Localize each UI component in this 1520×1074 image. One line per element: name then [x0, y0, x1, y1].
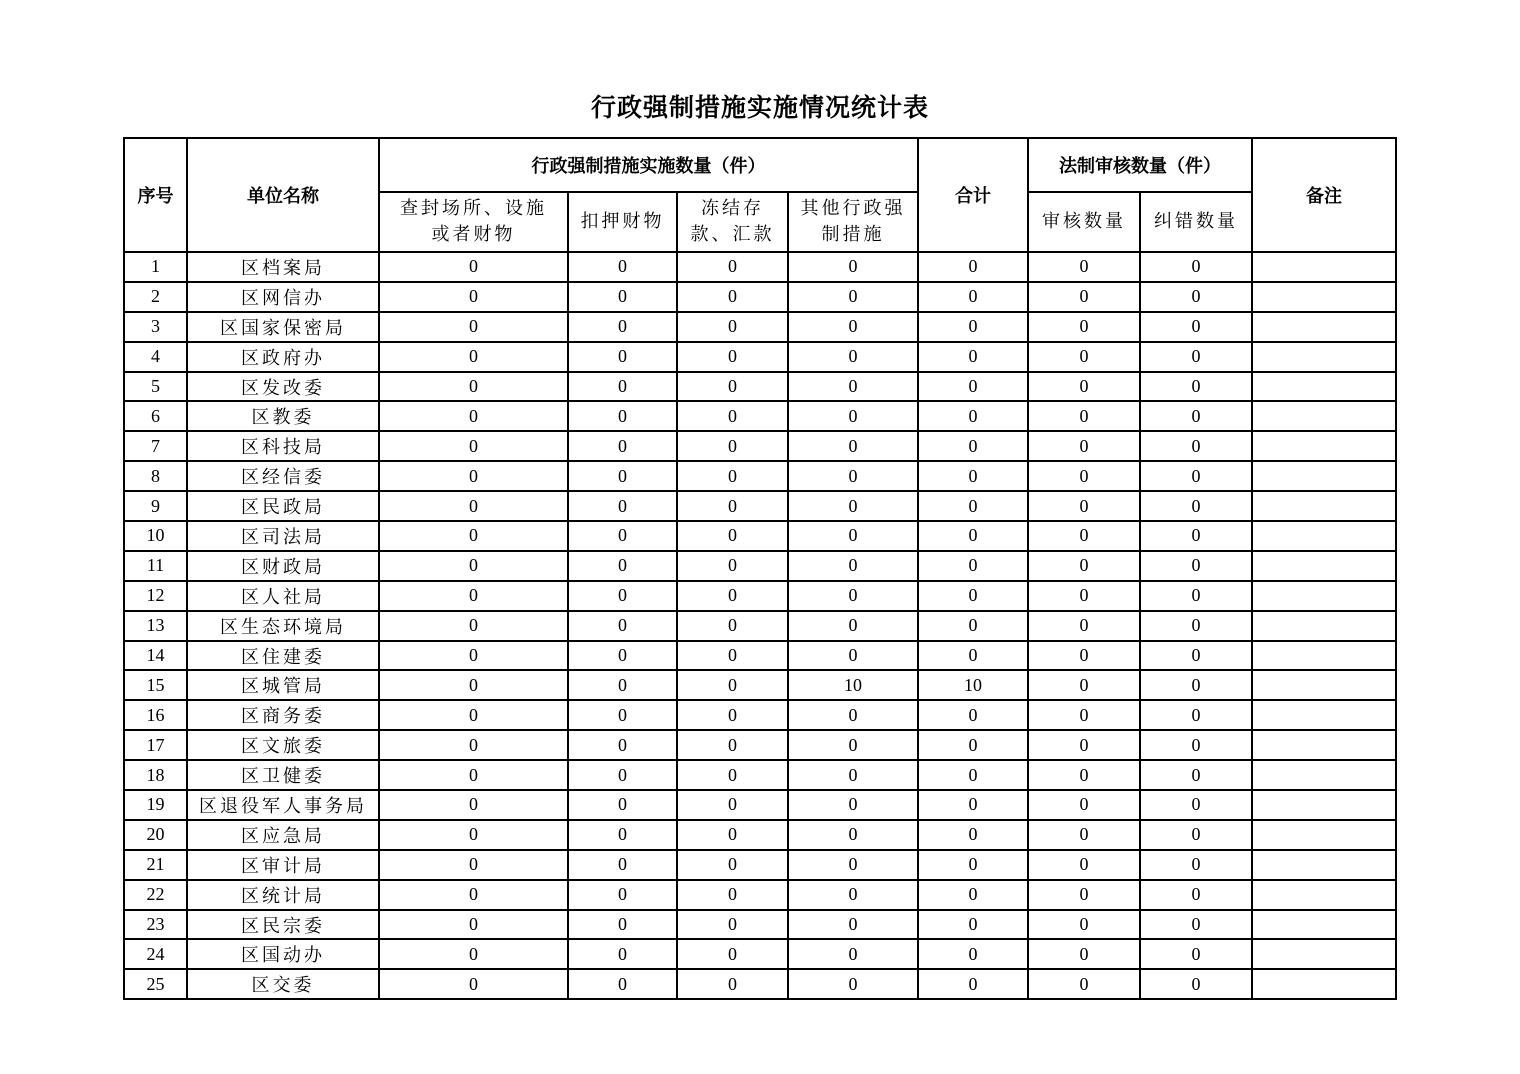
cell-freeze-deposits: 0 [677, 431, 788, 461]
table-row [124, 939, 1396, 969]
cell-review-count: 0 [1028, 252, 1140, 282]
cell-seize-property: 0 [568, 700, 677, 730]
cell-seq: 2 [124, 282, 187, 312]
cell-other-measures: 0 [788, 342, 918, 372]
cell-total: 0 [918, 312, 1028, 342]
cell-correction-count: 0 [1140, 282, 1252, 312]
table-row [124, 252, 1396, 282]
cell-freeze-deposits: 0 [677, 700, 788, 730]
cell-seq: 10 [124, 521, 187, 551]
cell-seal-property: 0 [379, 401, 568, 431]
table-row [124, 969, 1396, 999]
cell-other-measures: 0 [788, 641, 918, 671]
cell-total: 0 [918, 491, 1028, 521]
cell-seize-property: 0 [568, 880, 677, 910]
cell-freeze-deposits: 0 [677, 641, 788, 671]
cell-other-measures: 0 [788, 611, 918, 641]
cell-freeze-deposits: 0 [677, 312, 788, 342]
cell-remark [1252, 611, 1396, 641]
header-freeze-deposits: 冻结存款、汇款 [677, 192, 788, 252]
cell-seal-property: 0 [379, 342, 568, 372]
cell-unit-name: 区科技局 [187, 431, 379, 461]
cell-remark [1252, 252, 1396, 282]
table-row [124, 342, 1396, 372]
cell-unit-name: 区审计局 [187, 850, 379, 880]
cell-seize-property: 0 [568, 252, 677, 282]
cell-seal-property: 0 [379, 581, 568, 611]
cell-review-count: 0 [1028, 282, 1140, 312]
table-row [124, 611, 1396, 641]
cell-seq: 16 [124, 700, 187, 730]
cell-other-measures: 0 [788, 700, 918, 730]
cell-total: 0 [918, 969, 1028, 999]
table-row [124, 820, 1396, 850]
cell-freeze-deposits: 0 [677, 581, 788, 611]
cell-seq: 6 [124, 401, 187, 431]
cell-unit-name: 区政府办 [187, 342, 379, 372]
cell-seize-property: 0 [568, 611, 677, 641]
cell-other-measures: 0 [788, 790, 918, 820]
cell-remark [1252, 820, 1396, 850]
cell-seal-property: 0 [379, 282, 568, 312]
cell-seq: 14 [124, 641, 187, 671]
cell-seal-property: 0 [379, 431, 568, 461]
cell-other-measures: 0 [788, 910, 918, 940]
cell-remark [1252, 910, 1396, 940]
cell-freeze-deposits: 0 [677, 282, 788, 312]
cell-seq: 23 [124, 910, 187, 940]
cell-seq: 13 [124, 611, 187, 641]
cell-freeze-deposits: 0 [677, 760, 788, 790]
table-row [124, 760, 1396, 790]
cell-total: 0 [918, 730, 1028, 760]
cell-unit-name: 区生态环境局 [187, 611, 379, 641]
cell-seize-property: 0 [568, 372, 677, 402]
cell-seal-property: 0 [379, 461, 568, 491]
cell-total: 0 [918, 581, 1028, 611]
cell-review-count: 0 [1028, 521, 1140, 551]
cell-remark [1252, 401, 1396, 431]
cell-freeze-deposits: 0 [677, 551, 788, 581]
cell-total: 0 [918, 880, 1028, 910]
cell-remark [1252, 880, 1396, 910]
cell-remark [1252, 969, 1396, 999]
cell-review-count: 0 [1028, 641, 1140, 671]
cell-freeze-deposits: 0 [677, 880, 788, 910]
cell-review-count: 0 [1028, 790, 1140, 820]
cell-remark [1252, 670, 1396, 700]
cell-freeze-deposits: 0 [677, 730, 788, 760]
table-row [124, 491, 1396, 521]
cell-review-count: 0 [1028, 880, 1140, 910]
cell-seal-property: 0 [379, 700, 568, 730]
cell-seq: 8 [124, 461, 187, 491]
cell-seize-property: 0 [568, 910, 677, 940]
cell-remark [1252, 641, 1396, 671]
cell-correction-count: 0 [1140, 342, 1252, 372]
cell-seize-property: 0 [568, 641, 677, 671]
cell-seal-property: 0 [379, 880, 568, 910]
cell-other-measures: 0 [788, 372, 918, 402]
cell-seize-property: 0 [568, 730, 677, 760]
cell-review-count: 0 [1028, 551, 1140, 581]
cell-total: 0 [918, 820, 1028, 850]
cell-unit-name: 区卫健委 [187, 760, 379, 790]
table-row [124, 401, 1396, 431]
cell-remark [1252, 461, 1396, 491]
cell-review-count: 0 [1028, 910, 1140, 940]
cell-unit-name: 区统计局 [187, 880, 379, 910]
table-body [124, 252, 1396, 999]
page-title: 行政强制措施实施情况统计表 [590, 93, 929, 122]
cell-remark [1252, 431, 1396, 461]
cell-remark [1252, 730, 1396, 760]
cell-review-count: 0 [1028, 581, 1140, 611]
header-review-count: 审核数量 [1028, 192, 1140, 252]
cell-unit-name: 区商务委 [187, 700, 379, 730]
cell-correction-count: 0 [1140, 969, 1252, 999]
cell-freeze-deposits: 0 [677, 790, 788, 820]
cell-other-measures: 0 [788, 969, 918, 999]
cell-unit-name: 区档案局 [187, 252, 379, 282]
cell-freeze-deposits: 0 [677, 969, 788, 999]
cell-unit-name: 区国家保密局 [187, 312, 379, 342]
cell-unit-name: 区财政局 [187, 551, 379, 581]
cell-seize-property: 0 [568, 312, 677, 342]
cell-seal-property: 0 [379, 790, 568, 820]
cell-remark [1252, 790, 1396, 820]
table-row [124, 670, 1396, 700]
cell-unit-name: 区交委 [187, 969, 379, 999]
table-row [124, 431, 1396, 461]
cell-total: 0 [918, 939, 1028, 969]
cell-seize-property: 0 [568, 581, 677, 611]
cell-freeze-deposits: 0 [677, 372, 788, 402]
cell-unit-name: 区民宗委 [187, 910, 379, 940]
cell-seq: 15 [124, 670, 187, 700]
table-row [124, 730, 1396, 760]
cell-remark [1252, 282, 1396, 312]
cell-correction-count: 0 [1140, 730, 1252, 760]
cell-total: 0 [918, 431, 1028, 461]
cell-other-measures: 0 [788, 401, 918, 431]
cell-other-measures: 0 [788, 939, 918, 969]
table-row [124, 461, 1396, 491]
cell-review-count: 0 [1028, 491, 1140, 521]
cell-remark [1252, 491, 1396, 521]
cell-unit-name: 区国动办 [187, 939, 379, 969]
cell-remark [1252, 551, 1396, 581]
cell-seq: 21 [124, 850, 187, 880]
cell-correction-count: 0 [1140, 850, 1252, 880]
header-other-measures: 其他行政强制措施 [788, 192, 918, 252]
cell-correction-count: 0 [1140, 461, 1252, 491]
table-row [124, 910, 1396, 940]
cell-unit-name: 区人社局 [187, 581, 379, 611]
cell-freeze-deposits: 0 [677, 850, 788, 880]
cell-remark [1252, 581, 1396, 611]
table-row [124, 312, 1396, 342]
cell-remark [1252, 939, 1396, 969]
table-row [124, 372, 1396, 402]
cell-total: 0 [918, 401, 1028, 431]
cell-seize-property: 0 [568, 342, 677, 372]
cell-correction-count: 0 [1140, 491, 1252, 521]
cell-seize-property: 0 [568, 461, 677, 491]
cell-unit-name: 区城管局 [187, 670, 379, 700]
cell-other-measures: 0 [788, 551, 918, 581]
cell-other-measures: 0 [788, 581, 918, 611]
table-row [124, 641, 1396, 671]
cell-correction-count: 0 [1140, 372, 1252, 402]
cell-total: 0 [918, 700, 1028, 730]
cell-unit-name: 区网信办 [187, 282, 379, 312]
cell-freeze-deposits: 0 [677, 491, 788, 521]
cell-seal-property: 0 [379, 760, 568, 790]
cell-remark [1252, 312, 1396, 342]
cell-review-count: 0 [1028, 401, 1140, 431]
cell-total: 0 [918, 282, 1028, 312]
cell-seal-property: 0 [379, 312, 568, 342]
cell-correction-count: 0 [1140, 521, 1252, 551]
cell-seize-property: 0 [568, 939, 677, 969]
cell-remark [1252, 700, 1396, 730]
cell-seq: 18 [124, 760, 187, 790]
cell-other-measures: 0 [788, 252, 918, 282]
cell-review-count: 0 [1028, 312, 1140, 342]
cell-correction-count: 0 [1140, 611, 1252, 641]
cell-total: 0 [918, 790, 1028, 820]
cell-correction-count: 0 [1140, 700, 1252, 730]
cell-correction-count: 0 [1140, 820, 1252, 850]
cell-review-count: 0 [1028, 969, 1140, 999]
cell-seal-property: 0 [379, 372, 568, 402]
cell-seal-property: 0 [379, 611, 568, 641]
cell-seq: 9 [124, 491, 187, 521]
cell-total: 0 [918, 850, 1028, 880]
cell-other-measures: 0 [788, 521, 918, 551]
cell-review-count: 0 [1028, 461, 1140, 491]
cell-other-measures: 0 [788, 760, 918, 790]
cell-review-count: 0 [1028, 939, 1140, 969]
table-row [124, 282, 1396, 312]
cell-correction-count: 0 [1140, 910, 1252, 940]
cell-seq: 17 [124, 730, 187, 760]
table-row [124, 551, 1396, 581]
cell-seq: 3 [124, 312, 187, 342]
cell-other-measures: 0 [788, 850, 918, 880]
cell-correction-count: 0 [1140, 312, 1252, 342]
cell-total: 0 [918, 372, 1028, 402]
cell-correction-count: 0 [1140, 401, 1252, 431]
cell-correction-count: 0 [1140, 670, 1252, 700]
table-row [124, 521, 1396, 551]
cell-total: 0 [918, 252, 1028, 282]
cell-seize-property: 0 [568, 790, 677, 820]
cell-unit-name: 区退役军人事务局 [187, 790, 379, 820]
cell-other-measures: 0 [788, 461, 918, 491]
cell-unit-name: 区应急局 [187, 820, 379, 850]
cell-review-count: 0 [1028, 611, 1140, 641]
header-measures-group: 行政强制措施实施数量（件） [379, 138, 918, 192]
cell-review-count: 0 [1028, 820, 1140, 850]
cell-correction-count: 0 [1140, 641, 1252, 671]
cell-seize-property: 0 [568, 969, 677, 999]
cell-correction-count: 0 [1140, 790, 1252, 820]
cell-correction-count: 0 [1140, 939, 1252, 969]
cell-freeze-deposits: 0 [677, 401, 788, 431]
cell-correction-count: 0 [1140, 581, 1252, 611]
cell-seal-property: 0 [379, 850, 568, 880]
cell-total: 0 [918, 641, 1028, 671]
cell-correction-count: 0 [1140, 252, 1252, 282]
header-row-1 [124, 138, 1396, 192]
table-row [124, 700, 1396, 730]
cell-unit-name: 区住建委 [187, 641, 379, 671]
cell-unit-name: 区教委 [187, 401, 379, 431]
cell-correction-count: 0 [1140, 760, 1252, 790]
table-row [124, 790, 1396, 820]
header-unit-name: 单位名称 [187, 138, 379, 252]
cell-seal-property: 0 [379, 820, 568, 850]
cell-unit-name: 区民政局 [187, 491, 379, 521]
table-row [124, 850, 1396, 880]
cell-other-measures: 0 [788, 491, 918, 521]
cell-review-count: 0 [1028, 700, 1140, 730]
header-seal-property: 查封场所、设施或者财物 [379, 192, 568, 252]
cell-total: 0 [918, 551, 1028, 581]
cell-seize-property: 0 [568, 521, 677, 551]
cell-seize-property: 0 [568, 850, 677, 880]
cell-seal-property: 0 [379, 491, 568, 521]
cell-seq: 4 [124, 342, 187, 372]
table-row [124, 581, 1396, 611]
cell-freeze-deposits: 0 [677, 670, 788, 700]
cell-seq: 1 [124, 252, 187, 282]
cell-freeze-deposits: 0 [677, 939, 788, 969]
cell-other-measures: 10 [788, 670, 918, 700]
cell-review-count: 0 [1028, 670, 1140, 700]
cell-freeze-deposits: 0 [677, 521, 788, 551]
cell-remark [1252, 521, 1396, 551]
cell-seal-property: 0 [379, 730, 568, 760]
cell-total: 0 [918, 461, 1028, 491]
cell-review-count: 0 [1028, 730, 1140, 760]
cell-remark [1252, 850, 1396, 880]
cell-seize-property: 0 [568, 760, 677, 790]
cell-seal-property: 0 [379, 969, 568, 999]
cell-seq: 20 [124, 820, 187, 850]
cell-other-measures: 0 [788, 820, 918, 850]
cell-total: 0 [918, 910, 1028, 940]
cell-seq: 7 [124, 431, 187, 461]
cell-seal-property: 0 [379, 641, 568, 671]
cell-other-measures: 0 [788, 431, 918, 461]
cell-review-count: 0 [1028, 850, 1140, 880]
cell-review-count: 0 [1028, 760, 1140, 790]
cell-seq: 24 [124, 939, 187, 969]
cell-seal-property: 0 [379, 910, 568, 940]
cell-seize-property: 0 [568, 820, 677, 850]
cell-seq: 22 [124, 880, 187, 910]
cell-seal-property: 0 [379, 521, 568, 551]
cell-total: 0 [918, 760, 1028, 790]
table-row [124, 880, 1396, 910]
cell-total: 10 [918, 670, 1028, 700]
cell-unit-name: 区发改委 [187, 372, 379, 402]
cell-seal-property: 0 [379, 670, 568, 700]
cell-remark [1252, 342, 1396, 372]
cell-unit-name: 区经信委 [187, 461, 379, 491]
cell-other-measures: 0 [788, 312, 918, 342]
header-review-group: 法制审核数量（件） [1028, 138, 1252, 192]
cell-seq: 19 [124, 790, 187, 820]
cell-other-measures: 0 [788, 730, 918, 760]
cell-freeze-deposits: 0 [677, 342, 788, 372]
header-correction-count: 纠错数量 [1140, 192, 1252, 252]
cell-correction-count: 0 [1140, 431, 1252, 461]
cell-seal-property: 0 [379, 252, 568, 282]
statistics-table [123, 137, 1397, 1000]
cell-freeze-deposits: 0 [677, 910, 788, 940]
cell-unit-name: 区文旅委 [187, 730, 379, 760]
cell-seize-property: 0 [568, 431, 677, 461]
header-seize-property: 扣押财物 [568, 192, 677, 252]
cell-seize-property: 0 [568, 282, 677, 312]
cell-total: 0 [918, 611, 1028, 641]
cell-seize-property: 0 [568, 670, 677, 700]
cell-seal-property: 0 [379, 939, 568, 969]
cell-remark [1252, 372, 1396, 402]
cell-total: 0 [918, 521, 1028, 551]
cell-correction-count: 0 [1140, 551, 1252, 581]
cell-seq: 11 [124, 551, 187, 581]
header-remark: 备注 [1252, 138, 1396, 252]
header-total: 合计 [918, 138, 1028, 252]
cell-seq: 12 [124, 581, 187, 611]
cell-review-count: 0 [1028, 372, 1140, 402]
cell-seize-property: 0 [568, 401, 677, 431]
cell-total: 0 [918, 342, 1028, 372]
cell-seq: 25 [124, 969, 187, 999]
cell-seal-property: 0 [379, 551, 568, 581]
header-seq: 序号 [124, 138, 187, 252]
cell-unit-name: 区司法局 [187, 521, 379, 551]
cell-freeze-deposits: 0 [677, 252, 788, 282]
cell-seize-property: 0 [568, 551, 677, 581]
cell-review-count: 0 [1028, 431, 1140, 461]
cell-other-measures: 0 [788, 880, 918, 910]
cell-seq: 5 [124, 372, 187, 402]
cell-freeze-deposits: 0 [677, 820, 788, 850]
cell-seize-property: 0 [568, 491, 677, 521]
cell-freeze-deposits: 0 [677, 461, 788, 491]
cell-review-count: 0 [1028, 342, 1140, 372]
cell-other-measures: 0 [788, 282, 918, 312]
cell-remark [1252, 760, 1396, 790]
cell-freeze-deposits: 0 [677, 611, 788, 641]
cell-correction-count: 0 [1140, 880, 1252, 910]
